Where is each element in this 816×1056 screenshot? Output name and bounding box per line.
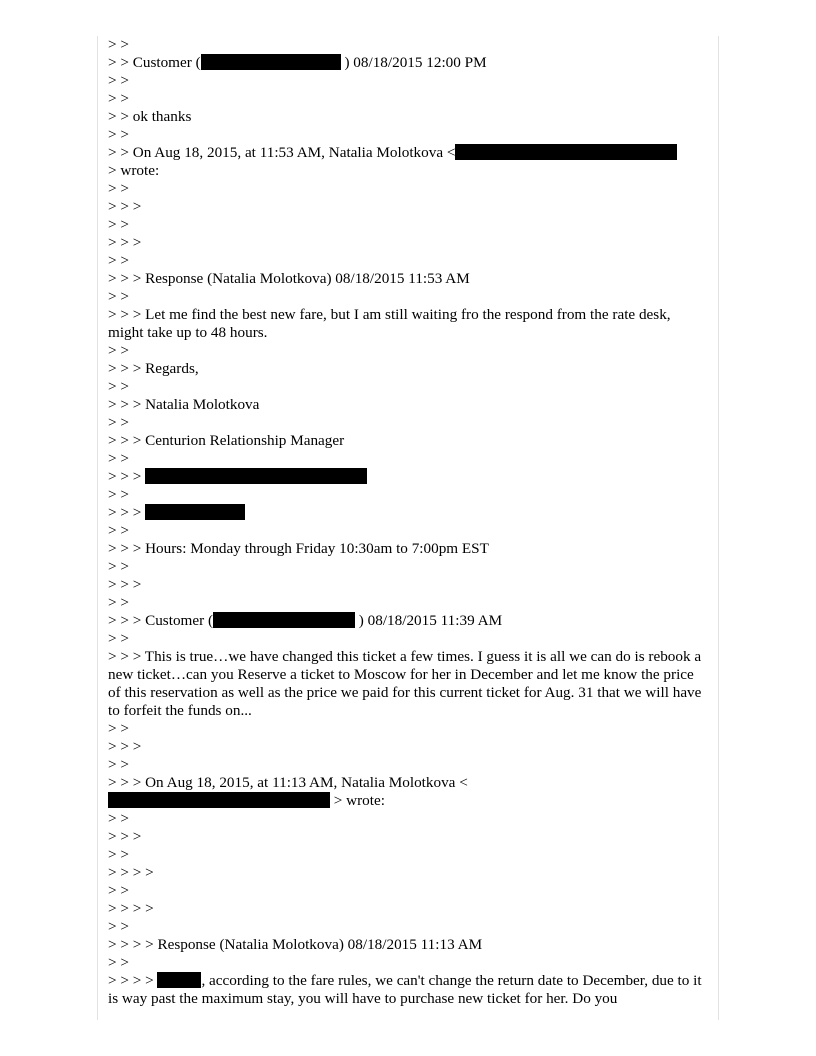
quote-line: > > [108,36,129,53]
signature-redacted-line: > > > [108,468,704,486]
quote-line: > > [108,252,129,269]
quote-line: > > [108,882,129,899]
quote-line: > > [108,450,129,467]
quote-line: > > > [108,738,142,755]
quote-line: > > [108,594,129,611]
redaction-block [455,144,677,160]
quote-line: > > > [108,198,142,215]
quote-line: > > [108,846,129,863]
quote-line: > > [108,918,129,935]
message-line: > > ok thanks [108,108,192,125]
response-header-line: > > > > Response (Natalia Molotkova) 08/18/2015 11:13 AM [108,936,483,953]
signature-title-line: > > > Centurion Relationship Manager [108,432,345,449]
quote-line: > > [108,558,129,575]
quote-line: > > [108,288,129,305]
message-line: > > > Regards, [108,360,199,377]
quote-line: > > [108,810,129,827]
quote-line: > > [108,630,129,647]
message-line: > > > Let me find the best new fare, but I am still waiting fro the respond from the rate desk, might take up to 48 hours. [108,306,675,341]
redaction-block [108,792,330,808]
reply-header-line: > wrote: [108,162,160,179]
quote-line: > > [108,126,129,143]
redaction-block [201,54,341,70]
response-header-line: > > > Response (Natalia Molotkova) 08/18/2015 11:53 AM [108,270,470,287]
quote-line: > > [108,378,129,395]
redaction-block [145,504,245,520]
quote-line: > > > [108,234,142,251]
quote-line: > > [108,522,129,539]
quote-line: > > [108,414,129,431]
quote-line: > > [108,180,129,197]
quote-line: > > [108,486,129,503]
quote-line: > > [108,72,129,89]
reply-header-line: > > On Aug 18, 2015, at 11:53 AM, Natalia Molotkova < [108,144,704,162]
quote-line: > > [108,90,129,107]
quote-line: > > [108,216,129,233]
signature-hours-line: > > > Hours: Monday through Friday 10:30am to 7:00pm EST [108,540,489,557]
reply-header-line: > > > On Aug 18, 2015, at 11:13 AM, Natalia Molotkova < [108,774,468,791]
signature-redacted-line: > > > [108,504,704,522]
reply-header-line: > wrote: [108,792,704,810]
quote-line: > > > > [108,864,154,881]
email-thread-body [108,36,704,1008]
customer-header-line: > > > Customer ( ) 08/18/2015 11:39 AM [108,612,503,629]
quote-line: > > [108,342,129,359]
message-line: > > > > , according to the fare rules, we can't change the return date to December, due to it is way past the maximum stay, you will have to purchase new ticket for her. Do you [108,972,706,1007]
quote-line: > > > [108,576,142,593]
message-line: > > > This is true…we have changed this ticket a few times. I guess it is all we can do is rebook a new ticket…can you Reserve a ticket to Moscow for her in December and let me know the price of this reservation as well as the price we paid for this current ticket for Aug. 31 that we will have to forfeit the funds on... [108,648,706,719]
redaction-block [213,612,355,628]
quote-line: > > [108,720,129,737]
quote-line: > > [108,954,129,971]
quote-line: > > > [108,828,142,845]
redaction-block [145,468,367,484]
customer-header-line: > > Customer ( ) 08/18/2015 12:00 PM [108,54,487,71]
redaction-block [157,972,201,988]
quote-line: > > [108,756,129,773]
signature-name-line: > > > Natalia Molotkova [108,396,260,413]
quote-line: > > > > [108,900,154,917]
